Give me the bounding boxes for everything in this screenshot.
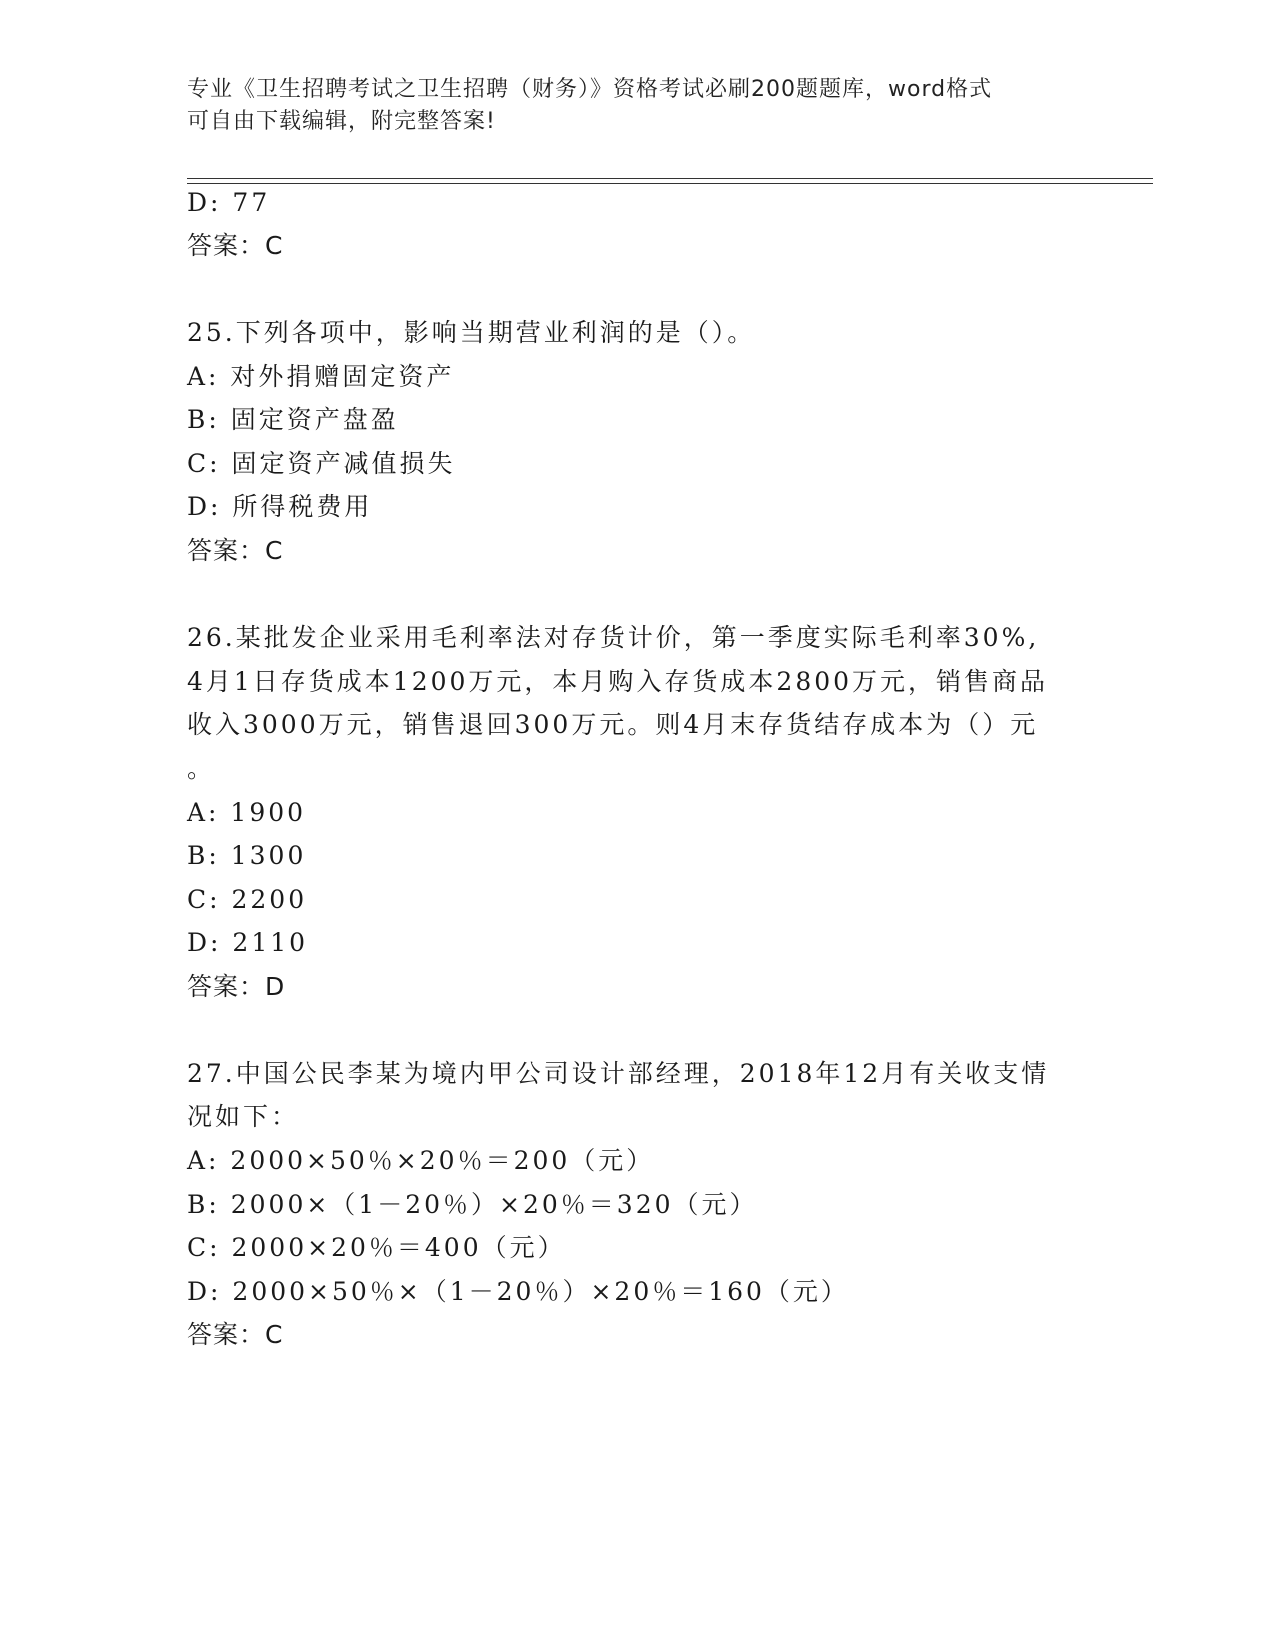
q26-option-c: C: 2200 — [187, 885, 308, 914]
q26-stem-line-3: 收入3000万元，销售退回300万元。则4月末存货结存成本为（）元 — [187, 710, 1039, 739]
q26-stem-line-2: 4月1日存货成本1200万元，本月购入存货成本2800万元，销售商品 — [187, 667, 1049, 696]
q27-answer: 答案：C — [187, 1320, 284, 1349]
q26-option-a: A: 1900 — [187, 798, 307, 827]
q27-option-c: C: 2000×20％＝400（元） — [187, 1233, 566, 1262]
q25-stem: 25.下列各项中，影响当期营业利润的是（）。 — [187, 318, 756, 347]
header-title-line-2: 可自由下载编辑，附完整答案! — [187, 109, 496, 134]
q27-option-b: B: 2000×（1－20％）×20％＝320（元） — [187, 1190, 758, 1219]
q26-option-b: B: 1300 — [187, 841, 307, 870]
q27-option-a: A: 2000×50％×20％＝200（元） — [187, 1146, 655, 1175]
q26-answer: 答案：D — [187, 972, 286, 1001]
q27-stem-line-1: 27.中国公民李某为境内甲公司设计部经理，2018年12月有关收支情 — [187, 1059, 1050, 1088]
q25-answer: 答案：C — [187, 536, 284, 565]
q26-stem-line-1: 26.某批发企业采用毛利率法对存货计价，第一季度实际毛利率30%, — [187, 623, 1040, 652]
q25-option-c: C: 固定资产减值损失 — [187, 449, 456, 478]
q27-option-d: D: 2000×50％×（1－20％）×20％＝160（元） — [187, 1277, 849, 1306]
q25-option-a: A: 对外捐赠固定资产 — [187, 362, 455, 391]
q25-option-b: B: 固定资产盘盈 — [187, 405, 399, 434]
header-divider — [187, 178, 1153, 179]
document-header — [187, 74, 1067, 138]
header-divider-second — [187, 183, 1153, 184]
q26-stem-line-4: 。 — [187, 754, 216, 783]
prev-answer: 答案：C — [187, 231, 284, 260]
prev-option-d: D: 77 — [187, 188, 271, 217]
q26-option-d: D: 2110 — [187, 928, 309, 957]
q25-option-d: D: 所得税费用 — [187, 492, 373, 521]
header-title-line-1: 专业《卫生招聘考试之卫生招聘（财务）》资格考试必刷200题题库，word格式 — [187, 77, 993, 102]
q27-stem-line-2: 况如下： — [187, 1102, 300, 1131]
